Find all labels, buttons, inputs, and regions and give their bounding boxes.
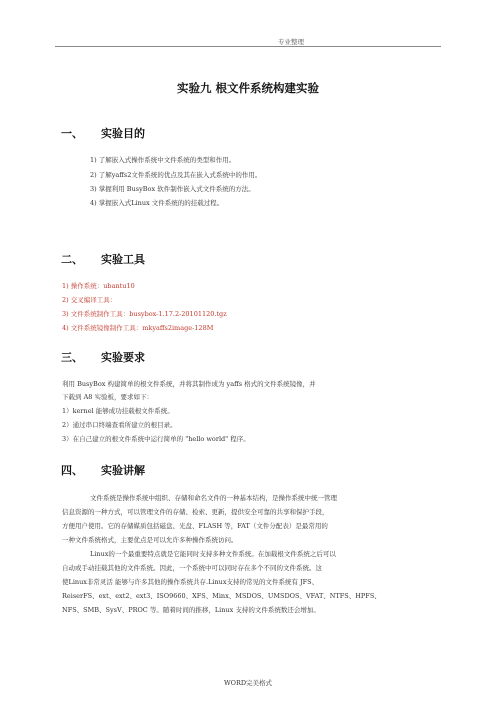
section-title: 实验要求 — [101, 351, 145, 364]
page-header: 专业整理 — [278, 38, 304, 46]
list-item: 3) 文件系统制作工具：busybox-1.17.2-20101120.tgz — [62, 310, 227, 318]
list-item: 1) 了解嵌入式操作系统中文件系统的类型和作用。 — [90, 156, 236, 164]
header-divider — [55, 46, 441, 47]
paragraph-line: 文件系统是操作系统中组织、存储和命名文件的一种基本结构，是操作系统中统一管理 — [90, 494, 337, 502]
paragraph-line: 方便用户使用。它的存储媒质包括磁盘、光盘、FLASH 等，FAT（文件分配表）是最常用的 — [62, 522, 328, 530]
list-item: 4) 文件系统镜像制作工具：mkyaffs2image-128M — [62, 324, 214, 332]
section-heading-purpose — [61, 125, 145, 141]
section-heading-tools — [61, 251, 145, 267]
document-title: 实验九 根文件系统构建实验 — [176, 81, 319, 95]
list-item: 3) 掌握利用 BusyBox 软件制作嵌入式文件系统的方法。 — [90, 185, 255, 193]
list-item: 2) 了解yaffs2文件系统的优点及其在嵌入式系统中的作用。 — [90, 171, 262, 179]
paragraph-line: NFS、SMB、SysV、PROC 等。随着时间的推移，Linux 支持的文件系统数还会增加。 — [62, 606, 320, 614]
section-heading-requirements — [61, 349, 145, 365]
paragraph-line: 信息资源的一种方式，可以管理文件的存储、检索、更新，提供安全可靠的共享和保护手段， — [62, 508, 329, 516]
list-item: 4) 掌握嵌入式Linux 文件系统的的挂载过程。 — [90, 199, 224, 207]
list-item: 1) 操作系统：ubantu10 — [62, 282, 135, 290]
section-number: 一、 — [61, 127, 83, 140]
section-heading-explanation — [61, 462, 145, 478]
list-item: 3）在自己建立的根文件系统中运行简单的 "hello world" 程序。 — [62, 435, 250, 443]
paragraph-line: 自动或手动挂载其他的文件系统。因此，一个系统中可以同时存在多个不同的文件系统。这 — [62, 564, 322, 572]
paragraph-line: 下载到 A8 实验板，要求如下： — [62, 393, 153, 401]
list-item: 2) 交叉编译工具： — [62, 296, 117, 304]
paragraph-line: 利用 BusyBox 构建简单的根文件系统，并将其制作成为 yaffs 格式的文件系统镜像，并 — [62, 380, 316, 388]
section-title: 实验目的 — [101, 127, 145, 140]
list-item: 1）kernel 能够成功挂载根文件系统。 — [62, 407, 174, 415]
section-title: 实验工具 — [101, 253, 145, 266]
section-title: 实验讲解 — [101, 464, 145, 477]
paragraph-line: 使Linux非常灵活 能够与许多其他的操作系统共存.Linux支持的常见的文件系统有 JFS、 — [62, 578, 319, 586]
section-number: 四、 — [61, 464, 83, 477]
section-number: 二、 — [61, 253, 83, 266]
section-number: 三、 — [61, 351, 83, 364]
page-footer: WORD完美格式 — [223, 679, 273, 687]
paragraph-line: ReiserFS、ext、ext2、ext3、ISO9660、XFS、Minx、MSDOS、UMSDOS、VFAT、NTFS、HPFS、 — [62, 592, 381, 600]
paragraph-line: Linux的一个最重要特点就是它能同时支持多种文件系统。在加载根文件系统之后可以 — [90, 550, 336, 558]
list-item: 2）通过串口终端查看所建立的根目录。 — [62, 421, 177, 429]
paragraph-line: 一种文件系统格式，主要优点是可以允许多种操作系统访问。 — [62, 536, 238, 544]
